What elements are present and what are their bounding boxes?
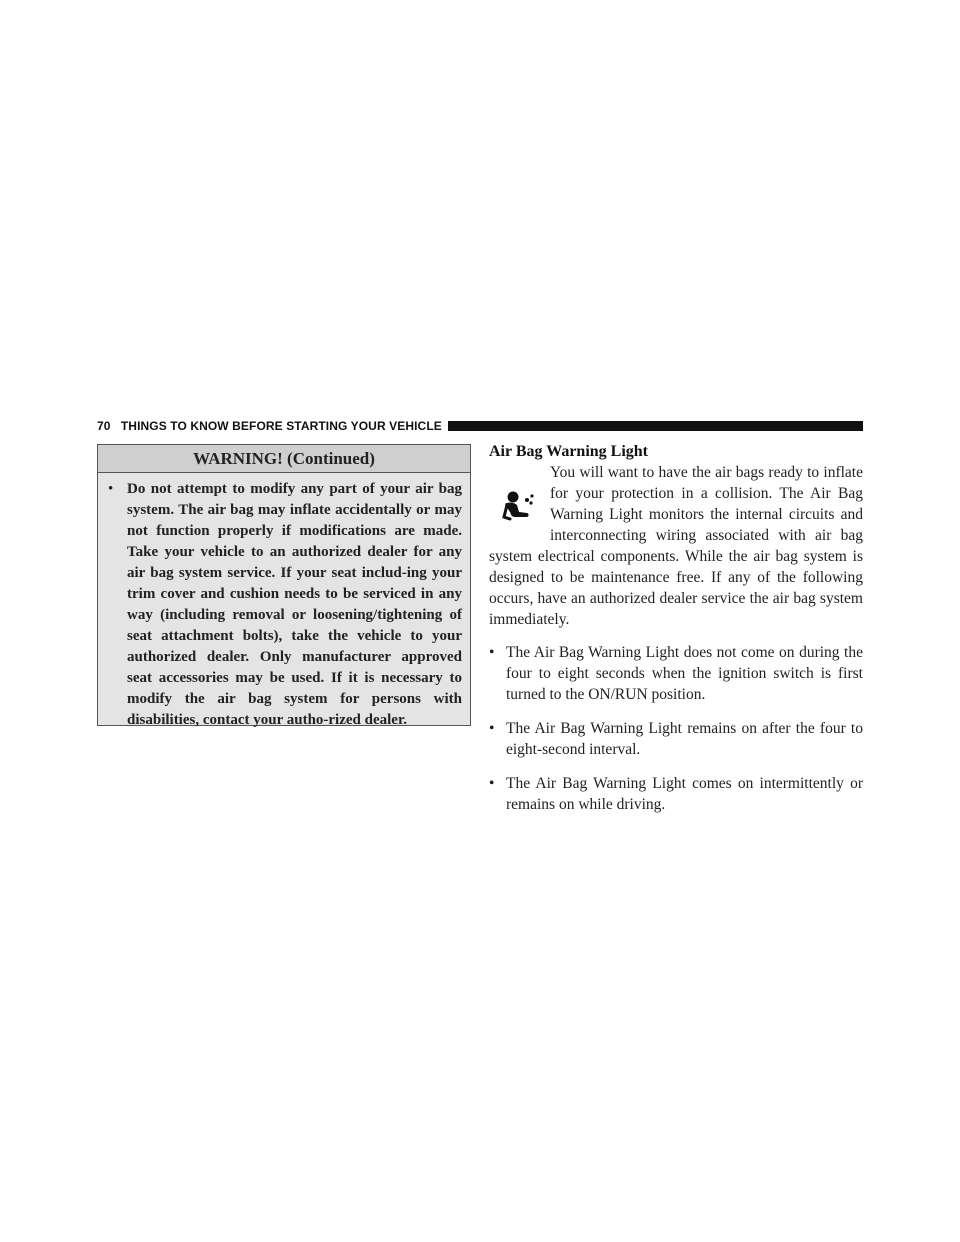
list-bullet: • xyxy=(489,720,495,737)
list-item xyxy=(489,773,863,815)
list-item-text: The Air Bag Warning Light comes on intermittently or remains on while driving. xyxy=(506,775,863,813)
intro-paragraph-text: You will want to have the air bags ready to inflate for your protection in a collision. The Air Bag Warning Light monitors the internal circuits and interconnecting wiring associated with air bag system electrical components. While the air bag system is designed to be maintenance free. If any of the following occurs, have an authorized dealer service the air bag system immediately. xyxy=(489,464,863,628)
list-item xyxy=(489,642,863,705)
warning-text: Do not attempt to modify any part of your air bag system. The air bag may inflate accidentally or may not function properly if modifications are made. Take your vehicle to an authorized dealer for any air bag system service. If your seat includ-ing your trim cover and cushion needs to be serviced in any way (including removal or loosening/tightening of seat attachment bolts), take the vehicle to your authorized dealer. Only manufacturer approved seat accessories may be used. If it is necessary to modify the air bag system for persons with disabilities, contact your autho-rized dealer. xyxy=(127,481,462,728)
warning-box xyxy=(97,444,471,726)
airbag-warning-icon xyxy=(501,491,535,521)
page-header xyxy=(97,418,863,434)
list-item-text: The Air Bag Warning Light does not come on during the four to eight seconds when the ignition switch is first turned to the ON/RUN position. xyxy=(506,644,863,703)
list-item-text: The Air Bag Warning Light remains on after the four to eight-second interval. xyxy=(506,720,863,758)
list-item xyxy=(489,718,863,760)
chapter-title: THINGS TO KNOW BEFORE STARTING YOUR VEHICLE xyxy=(120,419,442,433)
page-number: 70 xyxy=(97,419,111,433)
list-bullet: • xyxy=(489,644,495,661)
warning-body xyxy=(98,473,470,731)
header-rule xyxy=(448,421,863,431)
list-bullet: • xyxy=(489,775,495,792)
intro-paragraph xyxy=(489,462,863,630)
header-text xyxy=(97,419,442,433)
air-bag-warning-light-section xyxy=(489,442,863,828)
intro-block xyxy=(489,462,863,630)
warning-bullet: • xyxy=(108,481,114,497)
conditions-list xyxy=(489,642,863,815)
warning-title: WARNING! (Continued) xyxy=(98,445,470,473)
section-title: Air Bag Warning Light xyxy=(489,443,648,460)
